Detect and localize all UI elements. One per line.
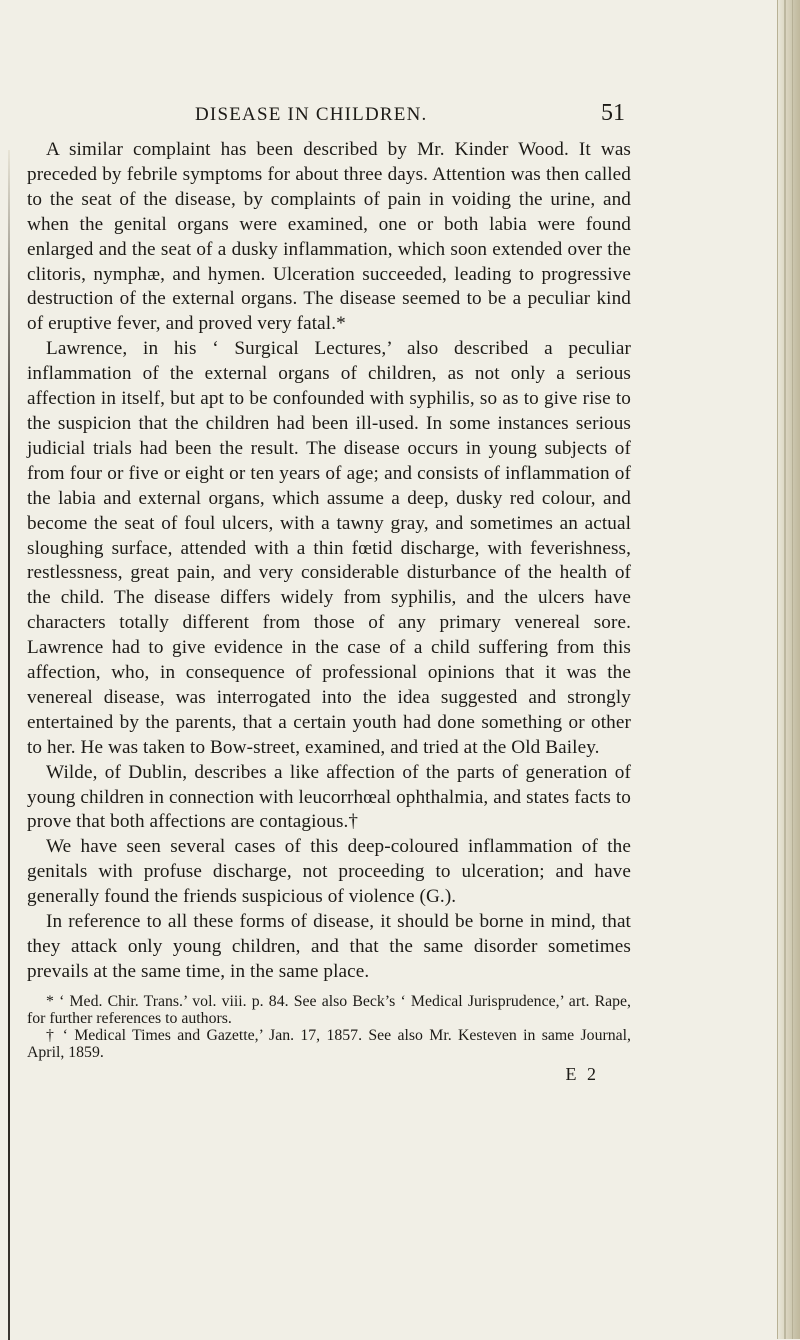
paragraph: We have seen several cases of this deep-coloured inflammation of the genitals with profuse discharge, not proceeding to ulceration; and have generally found the friends suspicious of violence (G.). bbox=[27, 836, 631, 908]
paragraph: A similar complaint has been described by Mr. Kinder Wood. It was preceded by febrile symptoms for about three days. Attention was then called to the seat of the disease, by complaints of pain in voiding the urine, and when the genital organs were examined, one or both labia were found enlarged and the seat of a dusky inflammation, which soon extended over the clitoris, nymphæ, and hymen. Ulceration succeeded, leading to progressive destruction of the external organs. The disease seemed to be a peculiar kind of eruptive fever, and proved very fatal.* bbox=[27, 139, 631, 335]
paragraph: Lawrence, in his ‘ Surgical Lectures,’ also described a peculiar inflammation of the external organs of children, as not only a serious affection in itself, but apt to be confounded with syphilis, so as to give rise to the suspicion that the children had been ill-used. In some instances serious judicial trials had been the result. The disease occurs in young subjects of from four or five or eight or ten years of age; and consists of inflammation of the labia and external organs, which assume a deep, dusky red colour, and become the seat of foul ulcers, with a tawny gray, and sometimes an actual sloughing surface, attended with a thin fœtid discharge, with feverishness, restlessness, great pain, and very considerable disturbance of the health of the child. The disease differs widely from syphilis, and the ulcers have characters totally different from those of any primary venereal sore. Lawrence had to give evidence in the case of a child suffering from this affection, who, in consequence of professional opinions that it was the venereal disease, was interrogated into the idea suggested and strongly entertained by the parents, that a certain youth had done something or other to her. He was taken to Bow-street, examined, and tried at the Old Bailey. bbox=[27, 338, 631, 758]
paragraph: Wilde, of Dublin, describes a like affection of the parts of generation of young children in connection with leucorrhœal ophthalmia, and states facts to prove that both affections are contagious.† bbox=[27, 761, 631, 833]
body-text bbox=[27, 138, 631, 985]
footnotes bbox=[27, 993, 631, 1061]
page-number: 51 bbox=[601, 100, 625, 126]
footnote: † ‘ Medical Times and Gazette,’ Jan. 17, 1857. See also Mr. Kesteven in same Journal, April, 1859. bbox=[27, 1026, 631, 1061]
book-page bbox=[27, 100, 631, 1085]
running-title: DISEASE IN CHILDREN. bbox=[195, 104, 428, 125]
book-spine-edge bbox=[777, 0, 800, 1339]
page-header bbox=[27, 100, 631, 138]
footnote: * ‘ Med. Chir. Trans.’ vol. viii. p. 84. See also Beck’s ‘ Medical Jurisprudence,’ art. Rape, for further references to authors. bbox=[27, 992, 631, 1027]
signature-mark: E 2 bbox=[565, 1063, 599, 1084]
page-left-edge bbox=[8, 150, 10, 1340]
paragraph: In reference to all these forms of disease, it should be borne in mind, that they attack only young children, and that the same disorder sometimes prevails at the same time, in the same place. bbox=[27, 911, 631, 982]
